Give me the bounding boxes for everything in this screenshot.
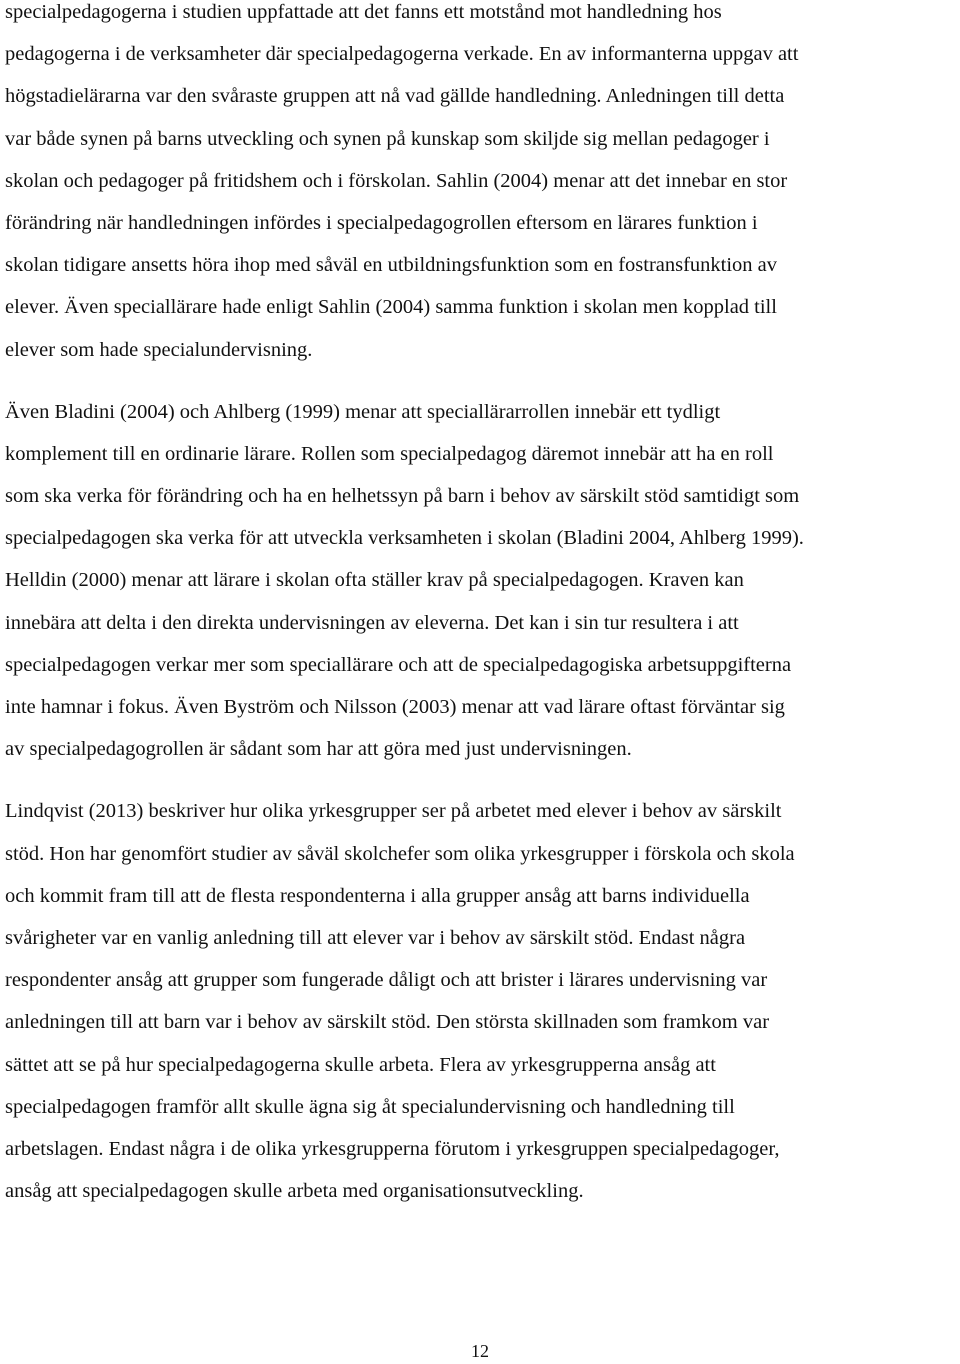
text-line: arbetslagen. Endast några i de olika yrkesgrupperna förutom i yrkesgruppen specialpedagoger, [5, 1137, 780, 1160]
text-line: stöd. Hon har genomfört studier av såväl skolchefer som olika yrkesgrupper i förskola och skola [5, 842, 795, 865]
text-line: och kommit fram till att de flesta respondenterna i alla grupper ansåg att barns individuella [5, 884, 750, 907]
text-line: specialpedagogen ska verka för att utveckla verksamheten i skolan (Bladini 2004, Ahlberg 1999). [5, 527, 804, 550]
text-line: specialpedagogen framför allt skulle ägna sig åt specialundervisning och handledning till [5, 1095, 735, 1118]
page-number: 12 [471, 1341, 489, 1361]
text-line: innebära att delta i den direkta undervisningen av eleverna. Det kan i sin tur resultera i att [5, 611, 739, 634]
text-line: förändring när handledningen infördes i specialpedagogrollen eftersom en lärares funktion i [5, 211, 758, 234]
text-line: Även Bladini (2004) och Ahlberg (1999) menar att speciallärarrollen innebär ett tydligt [5, 400, 721, 423]
paragraph-2 [5, 391, 960, 771]
text-line: var både synen på barns utveckling och synen på kunskap som skiljde sig mellan pedagoger i [5, 127, 770, 150]
text-line: komplement till en ordinarie lärare. Rollen som specialpedagog däremot innebär att ha en roll [5, 442, 774, 465]
text-line: sättet att se på hur specialpedagogerna skulle arbeta. Flera av yrkesgrupperna ansåg att [5, 1053, 716, 1076]
text-line: inte hamnar i fokus. Även Byström och Nilsson (2003) menar att vad lärare oftast förväntar sig [5, 696, 785, 718]
text-line: Lindqvist (2013) beskriver hur olika yrkesgrupper ser på arbetet med elever i behov av särskilt [5, 800, 782, 823]
text-line: pedagogerna i de verksamheter där specialpedagogerna verkade. En av informanterna uppgav att [5, 43, 799, 66]
paragraph-1 [5, 0, 960, 371]
text-line: specialpedagogerna i studien uppfattade att det fanns ett motstånd mot handledning hos [5, 1, 722, 23]
text-line: svårigheter var en vanlig anledning till att elever var i behov av särskilt stöd. Endast några [5, 926, 746, 949]
text-line: av specialpedagogrollen är sådant som har att göra med just undervisningen. [5, 738, 632, 761]
text-line: skolan tidigare ansetts höra ihop med såväl en utbildningsfunktion som en fostransfunktion av [5, 254, 778, 277]
paragraph-gap [5, 371, 960, 391]
text-line: anledningen till att barn var i behov av särskilt stöd. Den största skillnaden som framkom var [5, 1011, 770, 1034]
text-line: som ska verka för förändring och ha en helhetssyn på barn i behov av särskilt stöd samtidigt som [5, 485, 800, 508]
text-line: respondenter ansåg att grupper som fungerade dåligt och att brister i lärares undervisning var [5, 969, 768, 992]
text-line: specialpedagogen verkar mer som speciallärare och att de specialpedagogiska arbetsuppgifterna [5, 653, 792, 676]
text-line: skolan och pedagoger på fritidshem och i förskolan. Sahlin (2004) menar att det innebar en stor [5, 169, 788, 192]
text-line: Helldin (2000) menar att lärare i skolan ofta ställer krav på specialpedagogen. Kraven kan [5, 569, 744, 592]
paragraph-gap [5, 770, 960, 790]
text-line: elever. Även speciallärare hade enligt Sahlin (2004) samma funktion i skolan men kopplad till [5, 296, 777, 319]
paragraph-3 [5, 790, 960, 1212]
document-page [5, 0, 960, 1212]
text-line: högstadielärarna var den svåraste gruppen att nå vad gällde handledning. Anledningen till detta [5, 85, 785, 108]
text-line: elever som hade specialundervisning. [5, 338, 313, 361]
text-line: ansåg att specialpedagogen skulle arbeta med organisationsutveckling. [5, 1180, 584, 1203]
